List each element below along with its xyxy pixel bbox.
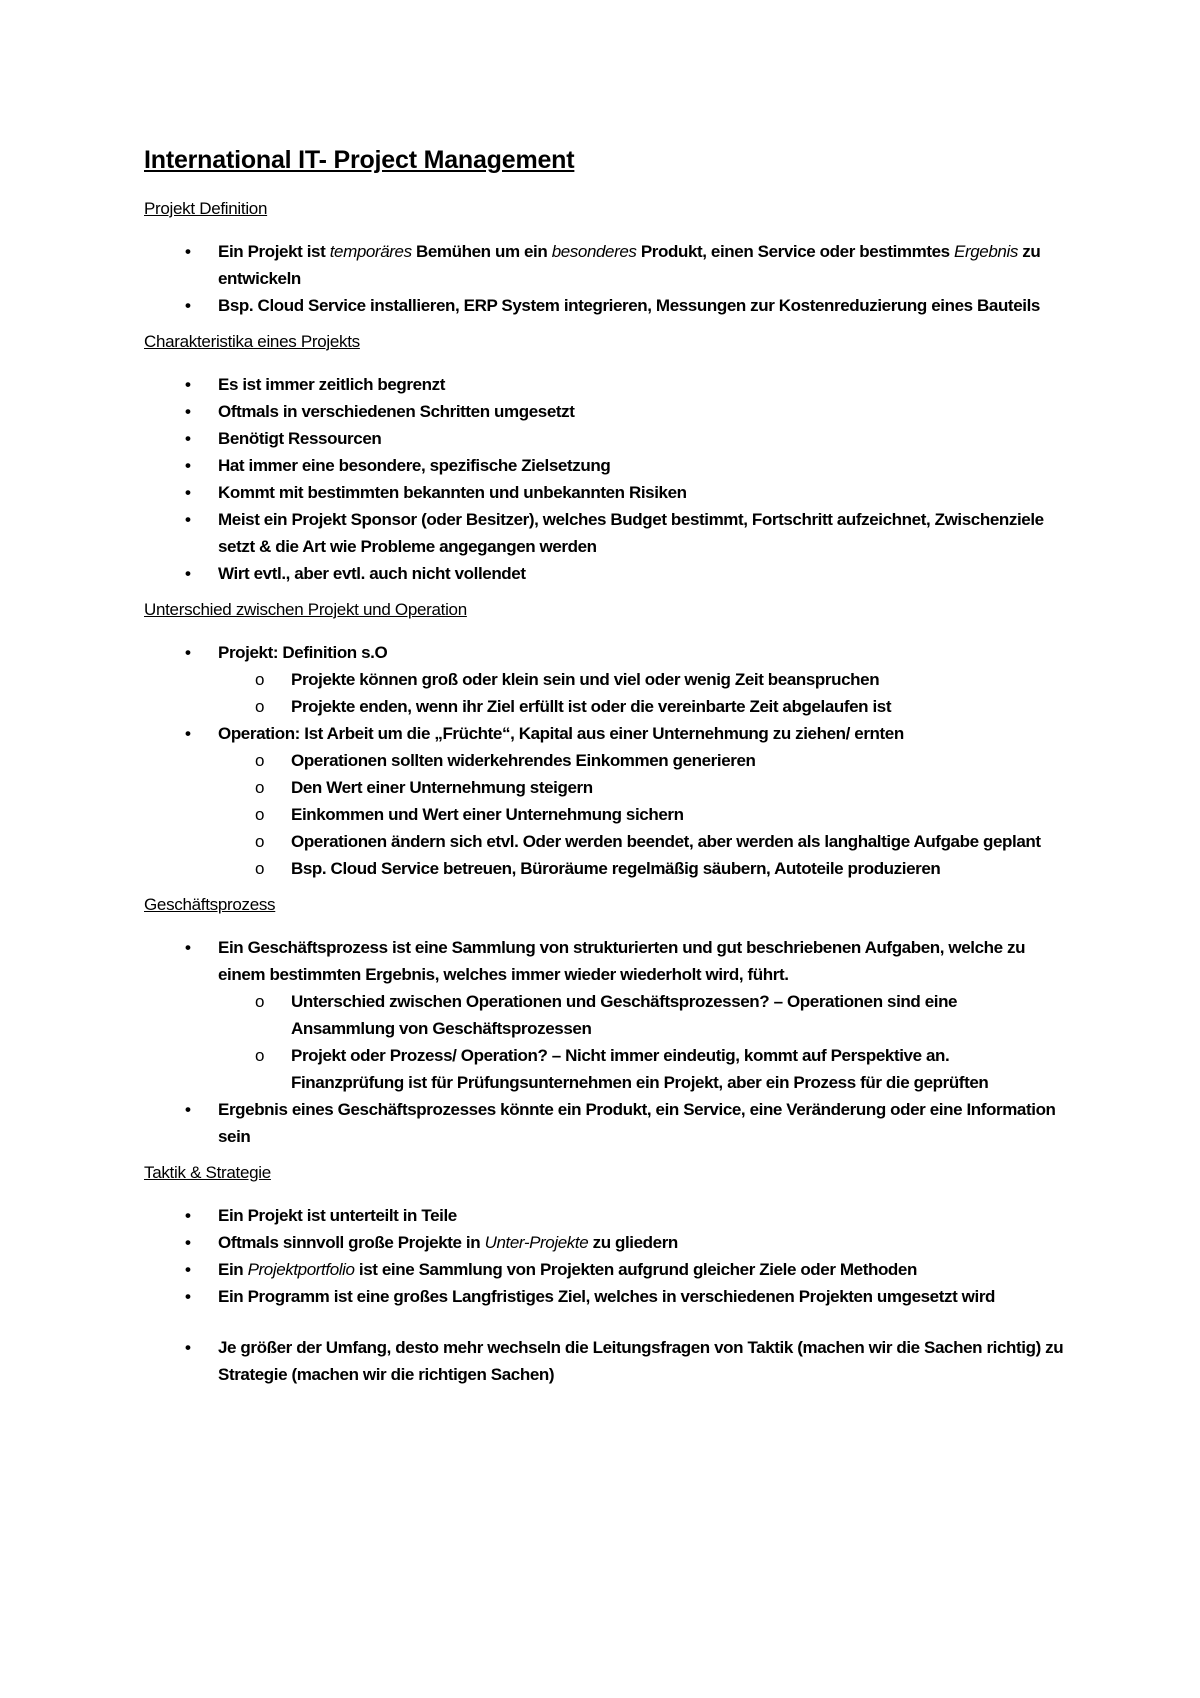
difference-list [144,639,1064,882]
list-item [144,452,1064,479]
sub-list-item [218,828,1064,855]
characteristics-list [144,371,1064,587]
sub-list-item-text: Unterschied zwischen Operationen und Geschäftsprozessen? – Operationen sind eine Ansammlung von Geschäftsprozessen [291,992,958,1038]
list-item-text: Kommt mit bestimmten bekannten und unbekannten Risiken [218,483,687,502]
text-run: Bemühen um ein [411,242,552,261]
tactics-list [144,1202,1064,1388]
list-item [144,479,1064,506]
sub-list-item [218,774,1064,801]
italic-run: Ergebnis [954,242,1018,261]
circle-bullet-icon: o [255,697,265,716]
bullet-icon: • [185,938,191,957]
list-item-text: Hat immer eine besondere, spezifische Zielsetzung [218,456,611,475]
list-item [144,639,1064,720]
bullet-icon: • [185,456,191,475]
list-item-text: Ein Projekt ist unterteilt in Teile [218,1206,457,1225]
text-run: zu entwickeln [218,242,1041,288]
circle-bullet-icon: o [255,859,265,878]
bullet-icon: • [185,1260,191,1279]
sub-list-item-text: Den Wert einer Unternehmung steigern [291,778,593,797]
bullet-icon: • [185,1100,191,1119]
list-item [144,1334,1064,1388]
sub-list-item [218,693,1064,720]
sub-list-item [218,855,1064,882]
sub-list-item [218,801,1064,828]
bullet-icon: • [185,429,191,448]
italic-run: besonderes [551,242,637,261]
section-heading-difference: Unterschied zwischen Projekt und Operation [144,600,467,619]
bullet-icon: • [185,483,191,502]
bullet-icon: • [185,242,191,261]
sub-list-item-text: Operationen sollten widerkehrendes Einkommen generieren [291,751,756,770]
bullet-icon: • [185,564,191,583]
list-item [144,560,1064,587]
sub-list-item [218,666,1064,693]
text-run: Oftmals sinnvoll große Projekte in [218,1233,485,1252]
italic-run: temporäres [329,242,412,261]
operation-sub-list [218,747,1064,882]
list-item-text: Ergebnis eines Geschäftsprozesses könnte ein Produkt, ein Service, eine Veränderung oder eine Information sein [218,1100,1056,1146]
list-item [144,1229,1064,1256]
text-run: Ein Projekt ist [218,242,330,261]
empty-list-gap [144,1310,1064,1334]
italic-run: Projektportfolio [247,1260,355,1279]
list-item [144,506,1064,560]
circle-bullet-icon: o [255,1046,265,1065]
sub-list-item-text: Projekt oder Prozess/ Operation? – Nicht immer eindeutig, kommt auf Perspektive an. Finanzprüfung ist für Prüfungsunternehmen ein Projekt, aber ein Prozess für die geprüften [291,1046,989,1092]
list-item-text: Wirt evtl., aber evtl. auch nicht vollendet [218,564,526,583]
list-item-text: Bsp. Cloud Service installieren, ERP System integrieren, Messungen zur Kostenreduzierung eines Bauteils [218,296,1040,315]
list-item-text: Je größer der Umfang, desto mehr wechseln die Leitungsfragen von Taktik (machen wir die Sachen richtig) zu Strategie (machen wir die richtigen Sachen) [218,1338,1064,1384]
list-item-text: Ein Programm ist eine großes Langfristiges Ziel, welches in verschiedenen Projekten umgesetzt wird [218,1287,996,1306]
bullet-icon: • [185,375,191,394]
list-item [144,292,1064,319]
circle-bullet-icon: o [255,751,265,770]
list-item [144,371,1064,398]
list-item [144,1283,1064,1310]
section-heading-tactics: Taktik & Strategie [144,1163,271,1182]
document-title: International IT- Project Management [144,146,575,174]
list-item-text: Operation: Ist Arbeit um die „Früchte“, Kapital aus einer Unternehmung zu ziehen/ ernten [218,724,904,743]
list-item-text: Oftmals in verschiedenen Schritten umgesetzt [218,402,575,421]
bullet-icon: • [185,1338,191,1357]
business-process-sub-list [218,988,1064,1096]
bullet-icon: • [185,402,191,421]
list-item [144,720,1064,882]
list-item [144,1202,1064,1229]
text-run: ist eine Sammlung von Projekten aufgrund gleicher Ziele oder Methoden [354,1260,917,1279]
circle-bullet-icon: o [255,805,265,824]
list-item [144,425,1064,452]
section-heading-definition: Projekt Definition [144,199,268,218]
section-heading-business-process: Geschäftsprozess [144,895,276,914]
list-item [144,1096,1064,1150]
list-item-text: Projekt: Definition s.O [218,643,388,662]
project-sub-list [218,666,1064,720]
text-run: Ein [218,1260,248,1279]
sub-list-item-text: Bsp. Cloud Service betreuen, Büroräume regelmäßig säubern, Autoteile produzieren [291,859,941,878]
sub-list-item [218,1042,1064,1096]
italic-run: Unter-Projekte [484,1233,589,1252]
sub-list-item-text: Projekte enden, wenn ihr Ziel erfüllt ist oder die vereinbarte Zeit abgelaufen ist [291,697,892,716]
text-run: Produkt, einen Service oder bestimmtes [636,242,955,261]
list-item-text: Benötigt Ressourcen [218,429,382,448]
bullet-icon: • [185,1287,191,1306]
bullet-icon: • [185,296,191,315]
business-process-list [144,934,1064,1150]
sub-list-item [218,988,1064,1042]
sub-list-item-text: Projekte können groß oder klein sein und viel oder wenig Zeit beanspruchen [291,670,880,689]
list-item-text: Meist ein Projekt Sponsor (oder Besitzer), welches Budget bestimmt, Fortschritt aufzeichnet, Zwischenziele setzt & die Art wie Probleme angegangen werden [218,510,1044,556]
list-item [144,238,1064,292]
list-item [144,398,1064,425]
bullet-icon: • [185,724,191,743]
sub-list-item-text: Operationen ändern sich etvl. Oder werden beendet, aber werden als langhaltige Aufgabe geplant [291,832,1041,851]
sub-list-item-text: Einkommen und Wert einer Unternehmung sichern [291,805,684,824]
list-item-text: Ein Geschäftsprozess ist eine Sammlung von strukturierten und gut beschriebenen Aufgaben, welche zu einem bestimmten Ergebnis, welches immer wieder wiederholt wird, führt. [218,938,1026,984]
circle-bullet-icon: o [255,778,265,797]
circle-bullet-icon: o [255,832,265,851]
bullet-icon: • [185,643,191,662]
bullet-icon: • [185,1233,191,1252]
bullet-icon: • [185,510,191,529]
section-heading-characteristics: Charakteristika eines Projekts [144,332,360,351]
definition-list [144,238,1064,319]
text-run: zu gliedern [588,1233,678,1252]
list-item-text: Es ist immer zeitlich begrenzt [218,375,446,394]
circle-bullet-icon: o [255,992,265,1011]
list-item [144,934,1064,1096]
document-page [144,142,1064,1398]
bullet-icon: • [185,1206,191,1225]
circle-bullet-icon: o [255,670,265,689]
sub-list-item [218,747,1064,774]
list-item [144,1256,1064,1283]
